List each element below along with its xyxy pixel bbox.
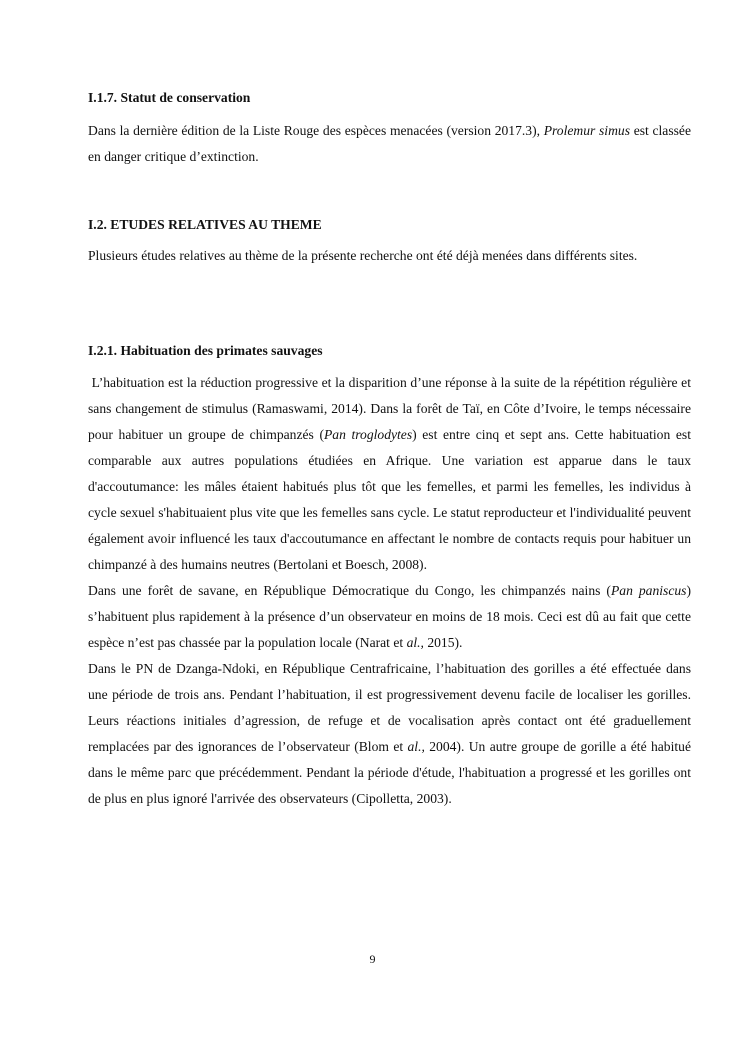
- text-run: Plusieurs études relatives au thème de la présente recherche ont été déjà menées dans différents sites.: [88, 248, 638, 263]
- section-body-habituation: [88, 370, 691, 812]
- text-run: 2004). Un autre groupe de gorille a été habitué dans le même parc que précédemment. Pendant la période d'étude, l'habituation a progressé et les gorilles ont de plus en plus ignoré l'arrivée des observateurs (Cipolletta, 2003).: [88, 739, 691, 806]
- et-al: al.,: [407, 739, 425, 754]
- page-number: 9: [369, 952, 376, 966]
- section-heading-1-1-7: I.1.7. Statut de conservation: [88, 90, 251, 105]
- section-heading-1-2: I.2. ETUDES RELATIVES AU THEME: [88, 217, 322, 232]
- paragraph-habituation-1: [88, 370, 691, 578]
- text-run: ) s’habituent plus rapidement à la présence d’un observateur en moins de 18 mois. Ceci est dû au fait que cette espèce n’est pas chassée par la population locale (Narat et: [88, 583, 691, 650]
- species-name: Prolemur simus: [543, 123, 630, 138]
- paragraph-conservation: [88, 118, 691, 170]
- paragraph-habituation-2: [88, 578, 691, 656]
- section-1-2-1: [88, 341, 691, 361]
- paragraph-etudes: [88, 243, 691, 269]
- text-run: 2015).: [423, 635, 463, 650]
- section-1-1-7: [88, 88, 691, 108]
- text-run: Dans le PN de Dzanga-Ndoki, en République Centrafricaine, l’habituation des gorilles a été effectuée dans une période de trois ans. Pendant l’habituation, il est progressivement devenu facile de localiser les gorilles. Leurs réactions initiales d’agression, de refuge et de vocalisation après contact ont été graduellement remplacées par des ignorances de l’observateur (Blom et: [88, 661, 691, 754]
- text-run: est classée en danger critique d’extinction.: [88, 123, 691, 164]
- paragraph-habituation-3: [88, 656, 691, 812]
- species-name: Pan paniscus: [610, 583, 687, 598]
- section-heading-1-2-1: I.2.1. Habituation des primates sauvages: [88, 343, 323, 358]
- text-run: ) est entre cinq et sept ans. Cette habituation est comparable aux autres populations étudiées en Afrique. Une variation est apparue dans le taux d'accoutumance: les mâles étaient habitués plus tôt que les femelles, et parmi les femelles, les individus à cycle sexuel s'habituaient plus vite que les femelles sans cycle. Le statut reproducteur et l'individualité peuvent également avoir influencé les taux d'accoutumance en affectant le nombre de contacts requis pour habituer un chimpanzé à des humains neutres (Bertolani et Boesch, 2008).: [88, 427, 691, 572]
- text-run: L’habituation est la réduction progressive et la disparition d’une réponse à la suite de la répétition régulière et sans changement de stimulus (Ramaswami, 2014). Dans la forêt de Taï, en Côte d’Ivoire, le temps nécessaire pour habituer un groupe de chimpanzés (: [88, 375, 691, 442]
- section-1-2: [88, 215, 691, 235]
- text-run: Dans la dernière édition de la Liste Rouge des espèces menacées (version 2017.3),: [88, 123, 544, 138]
- text-run: Dans une forêt de savane, en République Démocratique du Congo, les chimpanzés nains (: [88, 583, 611, 598]
- species-name: Pan troglodytes: [323, 427, 413, 442]
- et-al: al.,: [406, 635, 424, 650]
